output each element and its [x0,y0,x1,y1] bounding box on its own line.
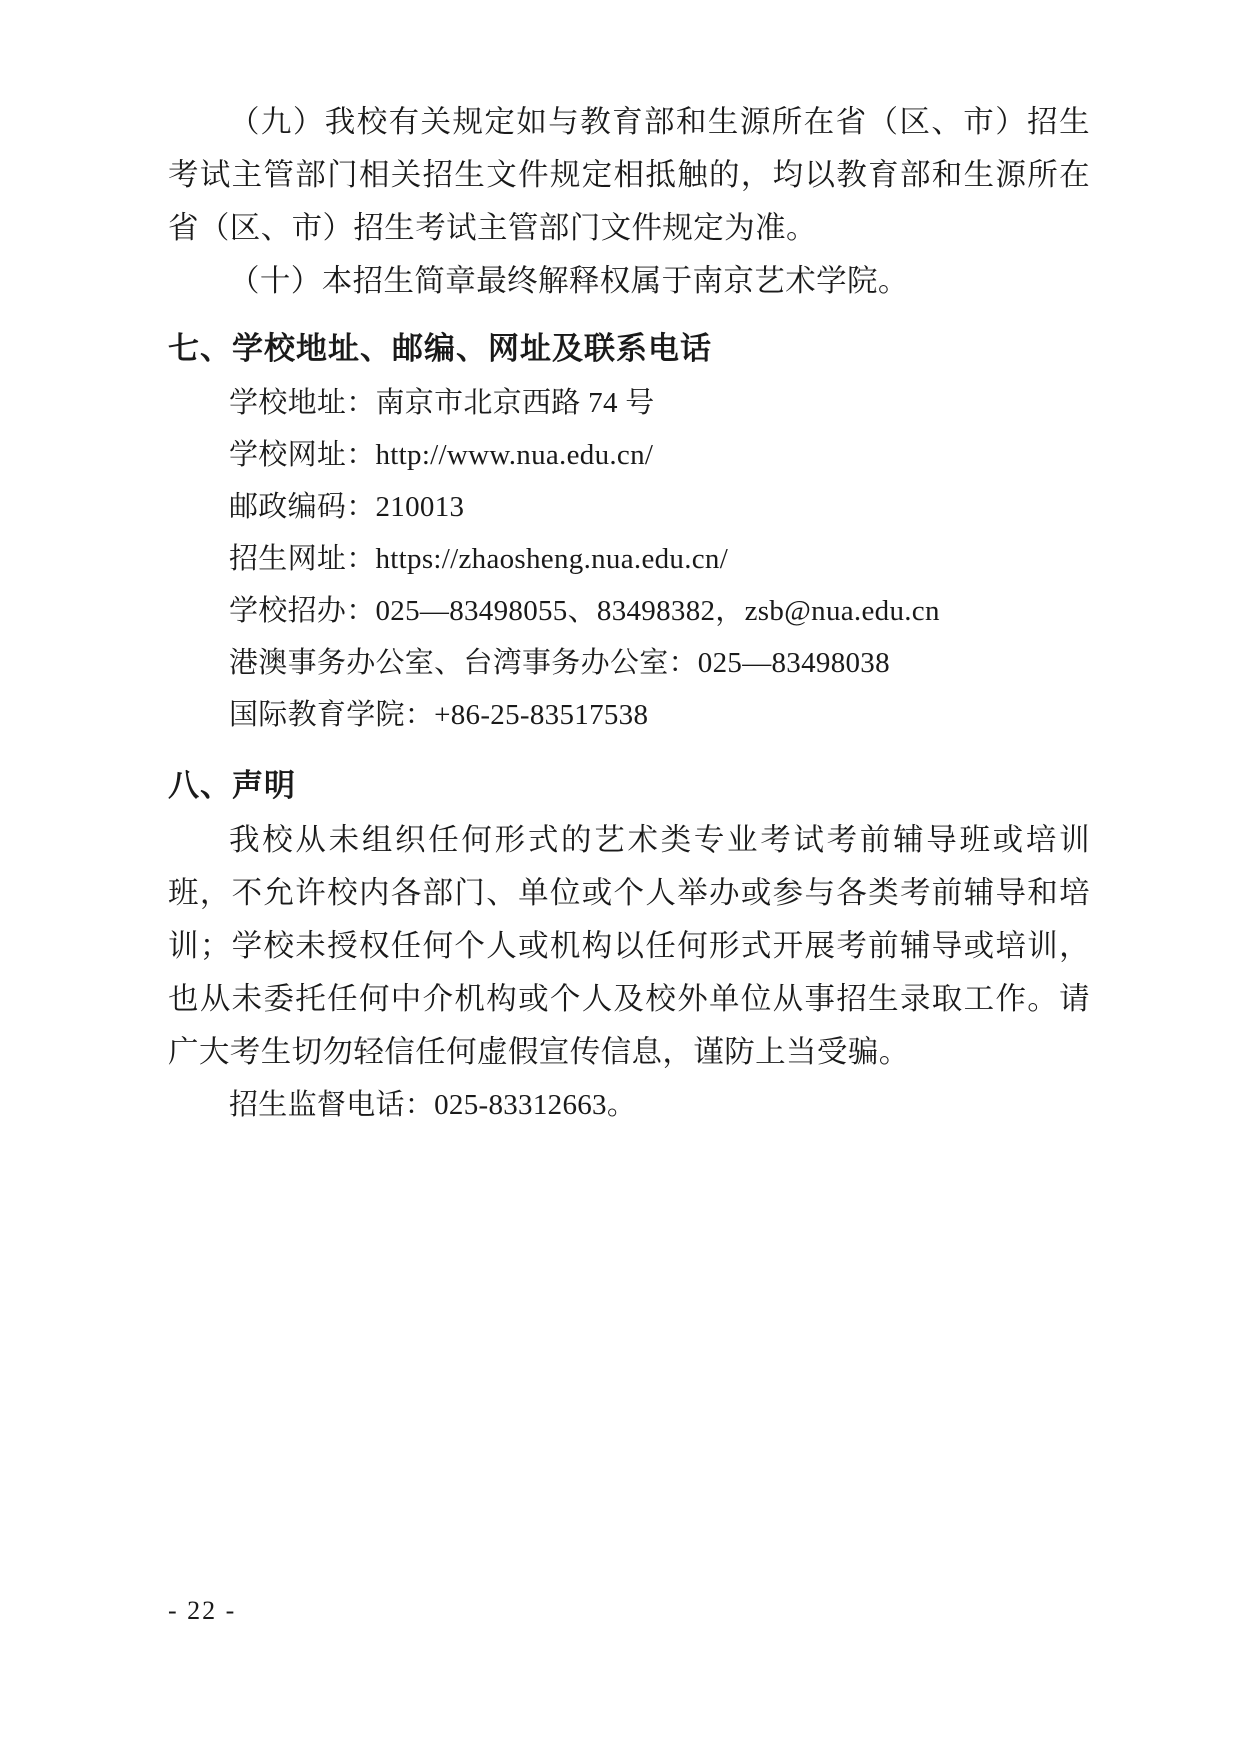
spacer [168,308,1090,314]
contact-admissions-website: 招生网址：https://zhaosheng.nua.edu.cn/ [229,543,729,575]
contact-international-college: 国际教育学院：+86-25-83517538 [229,699,649,731]
contact-hk-macao-taiwan-office: 港澳事务办公室、台湾事务办公室：025—83498038 [229,647,890,679]
contact-postcode: 邮政编码：210013 [229,491,465,523]
supervision-phone: 招生监督电话：025-83312663。 [229,1089,637,1121]
paragraph-ten: （十）本招生简章最终解释权属于南京艺术学院。 [229,264,909,298]
spacer [168,741,1090,751]
heading-contact: 七、学校地址、邮编、网址及联系电话 [168,331,712,366]
contact-website: 学校网址：http://www.nua.edu.cn/ [229,439,654,471]
contact-address: 学校地址：南京市北京西路 74 号 [229,387,655,419]
contact-admissions-office: 学校招办：025—83498055、83498382，zsb@nua.edu.cn [229,595,940,627]
heading-statement: 八、声明 [168,768,296,803]
page-number: - 22 - [168,1596,237,1625]
statement-body: 我校从未组织任何形式的艺术类专业考试考前辅导班或培训班，不允许校内各部门、单位或个人举办或参与各类考前辅导和培训；学校未授权任何个人或机构以任何形式开展考前辅导或培训，也从未委托任何中介机构或个人及校外单位从事招生录取工作。请广大考生切勿轻信任何虚假宣传信息，谨防上当受骗。 [168,823,1090,1069]
paragraph-nine: （九）我校有关规定如与教育部和生源所在省（区、市）招生考试主管部门相关招生文件规定相抵触的，均以教育部和生源所在省（区、市）招生考试主管部门文件规定为准。 [168,105,1090,245]
